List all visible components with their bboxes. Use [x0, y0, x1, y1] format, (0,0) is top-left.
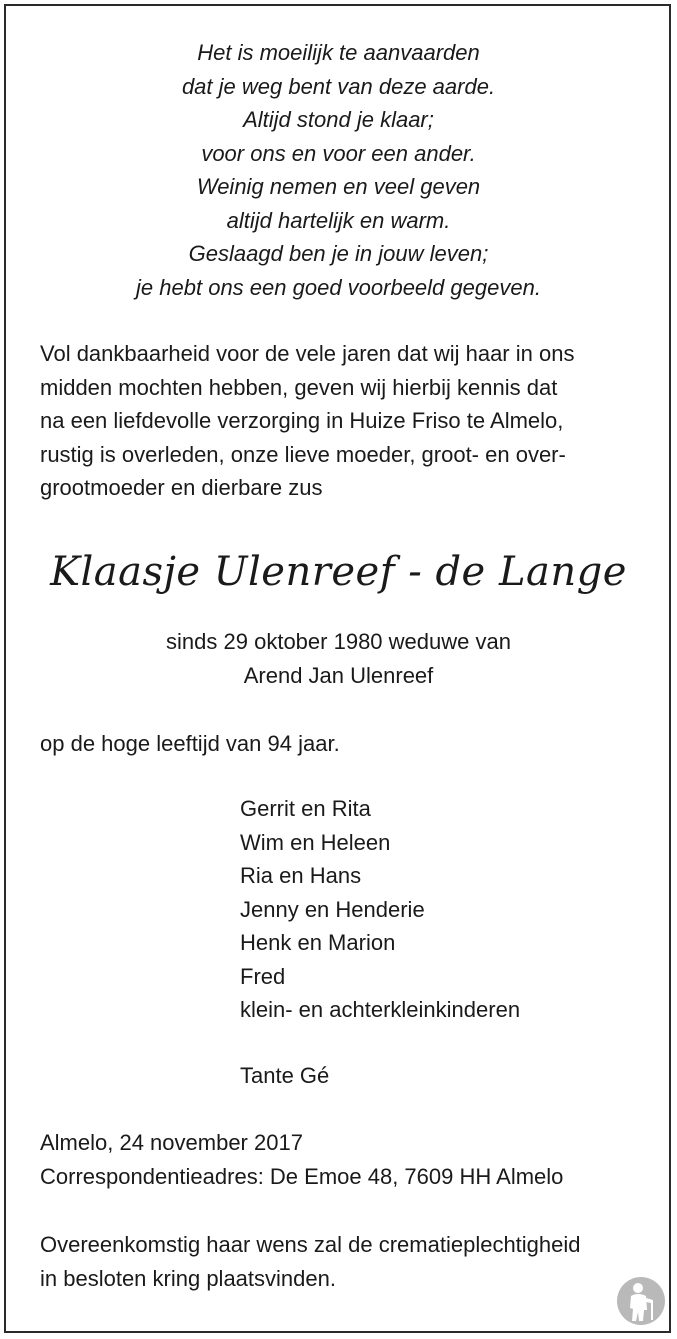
poem-line: dat je weg bent van deze aarde. [181, 73, 496, 99]
family-list [240, 792, 520, 1027]
poem-line: altijd hartelijk en warm. [226, 207, 451, 233]
poem-line: Altijd stond je klaar; [243, 107, 434, 132]
intro-line: rustig is overleden, onze lieve moeder, groot- en over- [40, 441, 566, 467]
intro-line: Vol dankbaarheid voor de vele jaren dat wij haar in ons [40, 341, 575, 366]
poem-line: Het is moeilijk te aanvaarden [197, 40, 480, 65]
poem [0, 36, 677, 304]
correspondence-address: Correspondentieadres: De Emoe 48, 7609 HH Almelo [40, 1163, 564, 1189]
poem-line: Weinig nemen en veel geven [196, 174, 481, 199]
family-member: Henk en Marion [240, 930, 396, 955]
memorial-figure-icon [616, 1276, 666, 1326]
widow-line: Arend Jan Ulenreef [243, 662, 434, 688]
intro-line: grootmoeder en dierbare zus [40, 475, 323, 500]
aunt-line: Tante Gé [240, 1063, 330, 1088]
family-member: Jenny en Henderie [240, 896, 425, 922]
poem-line: Geslaagd ben je in jouw leven; [188, 241, 489, 266]
family-member: Ria en Hans [240, 863, 362, 888]
poem-line: voor ons en voor een ander. [201, 140, 476, 166]
family-member: klein- en achterkleinkinderen [240, 997, 521, 1022]
deceased-name: Klaasje Ulenreef - de Lange [50, 549, 627, 595]
closing-line: in besloten kring plaatsvinden. [40, 1265, 336, 1291]
closing-paragraph [40, 1228, 581, 1295]
age-line: op de hoge leeftijd van 94 jaar. [40, 731, 340, 756]
place-and-address [40, 1126, 563, 1193]
family-member: Fred [240, 963, 286, 989]
widow-line: sinds 29 oktober 1980 weduwe van [166, 629, 511, 654]
widow-info [0, 625, 677, 692]
intro-line: midden mochten hebben, geven wij hierbij kennis dat [40, 374, 558, 400]
family-member: Gerrit en Rita [240, 796, 371, 821]
closing-line: Overeenkomstig haar wens zal de crematieplechtigheid [40, 1232, 581, 1257]
intro-line: na een liefdevolle verzorging in Huize Friso te Almelo, [40, 408, 564, 433]
poem-line: je hebt ons een goed voorbeeld gegeven. [136, 274, 541, 300]
family-member: Wim en Heleen [240, 829, 391, 855]
place-date: Almelo, 24 november 2017 [40, 1130, 303, 1155]
intro-paragraph [40, 337, 640, 505]
